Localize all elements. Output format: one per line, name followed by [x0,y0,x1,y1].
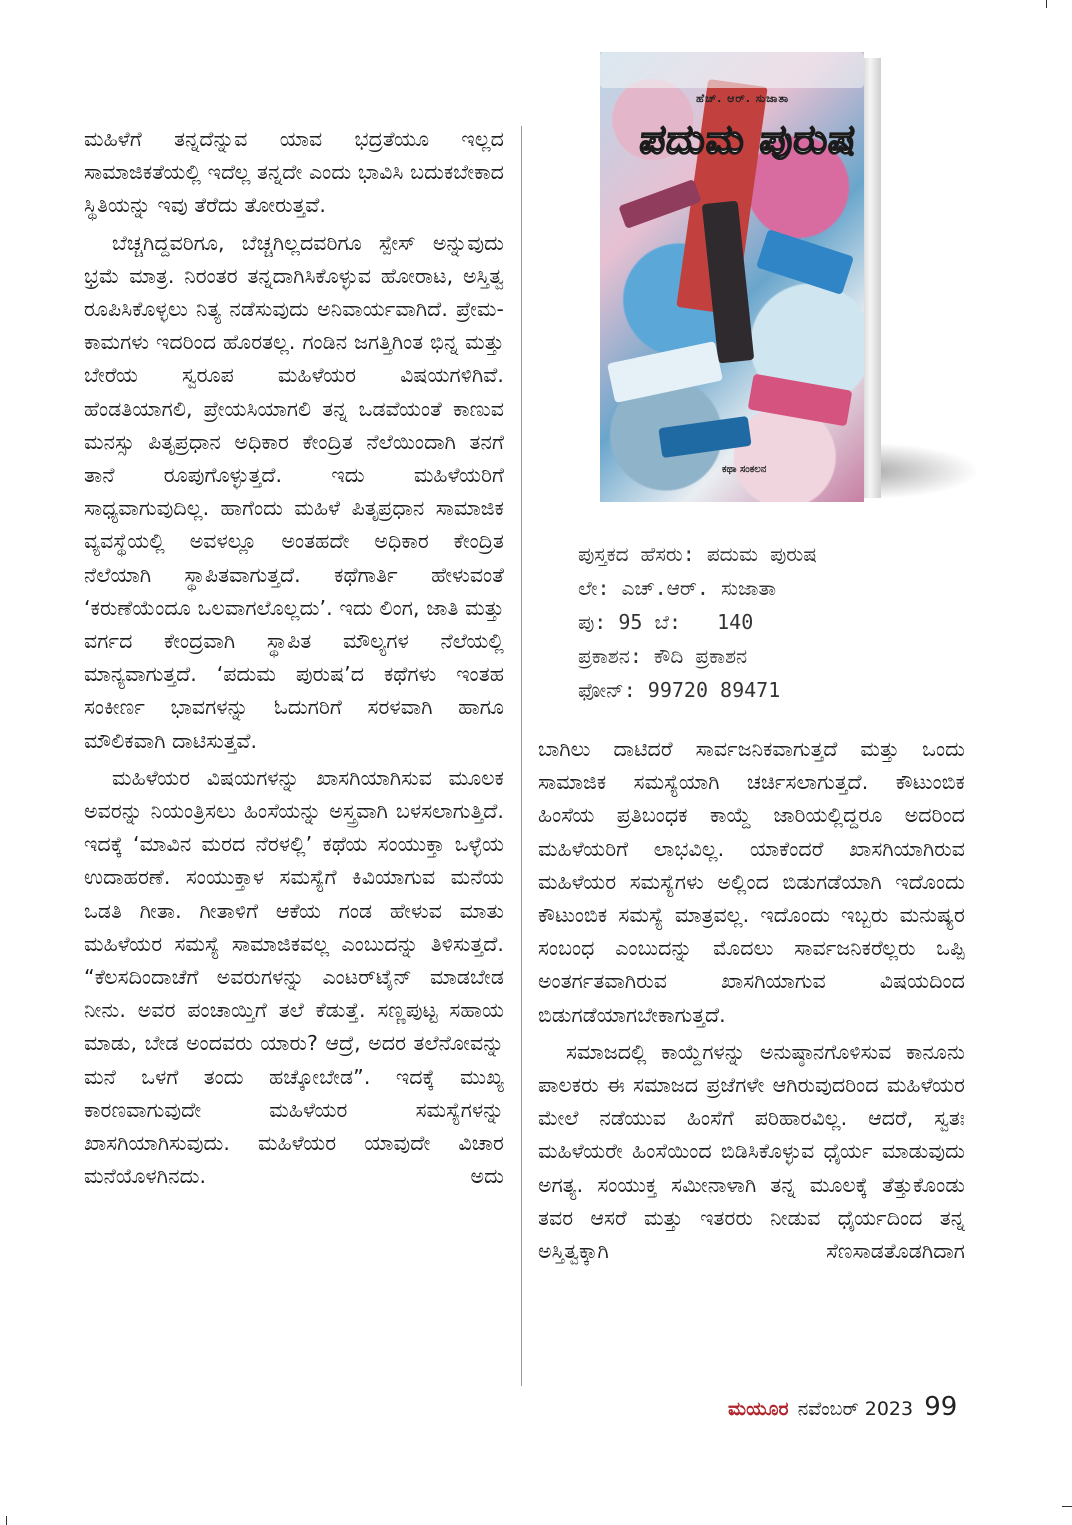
cover-title: ಪದುಮ ಪುರುಷ [637,116,860,163]
issue-date: ನವೆಂಬರ್ 2023 [797,1398,914,1420]
paint-stroke [607,341,723,403]
article-right-column [538,733,965,1268]
book-spine [862,58,881,498]
magazine-logo: ಮಯೂರ [728,1398,789,1420]
caption-title: ಪುಸ್ತಕದ ಹೆಸರು: ಪದುಮ ಪುರುಷ [578,542,817,566]
crop-mark [6,1516,7,1525]
paint-stroke [756,229,854,295]
caption-author: ಲೇ: ಎಚ್.ಆರ್. ಸುಜಾತಾ [578,576,777,600]
cover-subtitle: ಕಥಾ ಸಂಕಲನ [722,464,767,475]
paint-stroke [658,416,751,458]
book-details-caption [578,537,817,707]
paint-stroke [600,52,864,88]
book-cover-image [600,52,980,522]
article-left-column [84,123,504,1194]
paragraph: ಸಮಾಜದಲ್ಲಿ ಕಾಯ್ದೆಗಳನ್ನು ಅನುಷ್ಠಾನಗೊಳಿಸುವ ಕಾನೂನು ಪಾಲಕರು ಈ ಸಮಾಜದ ಪ್ರಜೆಗಳೇ ಆಗಿರುವುದರಿಂದ ಮಹಿಳೆಯರ ಮೇಲೆ ನಡೆಯುವ ಹಿಂಸೆಗೆ ಪರಿಹಾರವಿಲ್ಲ. ಆದರೆ, ಸ್ವತಃ ಮಹಿಳೆಯರೇ ಹಿಂಸೆಯಿಂದ ಬಿಡಿಸಿಕೊಳ್ಳುವ ಧೈರ್ಯ ಮಾಡುವುದು ಅಗತ್ಯ. ಸಂಯುಕ್ತ ಸಮೀನಾಳಾಗಿ ತನ್ನ ಮೂಲಕ್ಕೆ ತೆತ್ತುಕೊಂಡು ತವರ ಆಸರೆ ಮತ್ತು ಇತರರು ನೀಡುವ ಧೈರ್ಯದಿಂದ ತನ್ನ ಅಸ್ತಿತ್ವಕ್ಕಾಗಿ ಸೆಣಸಾಡತೊಡಗಿದಾಗ [538,1039,965,1264]
crop-mark [1062,1506,1072,1507]
caption-phone: ಫೋನ್: 99720 89471 [578,678,781,702]
caption-publisher: ಪ್ರಕಾಶನ: ಕೌದಿ ಪ್ರಕಾಶನ [578,644,748,668]
crop-mark [1046,0,1047,8]
paragraph: ಮಹಿಳೆಗೆ ತನ್ನದೆನ್ನುವ ಯಾವ ಭದ್ರತೆಯೂ ಇಲ್ಲದ ಸಾಮಾಜಿಕತೆಯಲ್ಲಿ ಇದೆಲ್ಲ ತನ್ನದೇ ಎಂದು ಭಾವಿಸಿ ಬದುಕಬೇಕಾದ ಸ್ಥಿತಿಯನ್ನು ಇವು ತೆರೆದು ತೋರುತ್ತವೆ. [84,127,504,218]
paragraph: ಮಹಿಳೆಯರ ವಿಷಯಗಳನ್ನು ಖಾಸಗಿಯಾಗಿಸುವ ಮೂಲಕ ಅವರನ್ನು ನಿಯಂತ್ರಿಸಲು ಹಿಂಸೆಯನ್ನು ಅಸ್ತ್ರವಾಗಿ ಬಳಸಲಾಗುತ್ತಿದೆ. ಇದಕ್ಕೆ ‘ಮಾವಿನ ಮರದ ನೆರಳಲ್ಲಿ’ ಕಥೆಯ ಸಂಯುಕ್ತಾ ಒಳ್ಳೆಯ ಉದಾಹರಣೆ. ಸಂಯುಕ್ತಾಳ ಸಮಸ್ಯೆಗೆ ಕಿವಿಯಾಗುವ ಮನೆಯ ಒಡತಿ ಗೀತಾ. ಗೀತಾಳಿಗೆ ಆಕೆಯ ಗಂಡ ಹೇಳುವ ಮಾತು ಮಹಿಳೆಯರ ಸಮಸ್ಯೆ ಸಾಮಾಜಿಕವಲ್ಲ ಎಂಬುದನ್ನು ತಿಳಿಸುತ್ತದೆ. “ಕೆಲಸದಿಂದಾಚೆಗೆ ಅವರುಗಳನ್ನು ಎಂಟರ್‌ಟೈನ್ ಮಾಡಬೇಡ ನೀನು. ಅವರ ಪಂಚಾಯ್ತಿಗೆ ತಲೆ ಕೆಡುತ್ತೆ. ಸಣ್ಣಪುಟ್ಟ ಸಹಾಯ ಮಾಡು, ಬೇಡ ಅಂದವರು ಯಾರು? ಆದ್ರೆ, ಅದರ ತಲೆನೋವನ್ನು ಮನೆ ಒಳಗೆ ತಂದು ಹಚ್ಕೋಬೇಡ”. ಇದಕ್ಕೆ ಮುಖ್ಯ ಕಾರಣವಾಗುವುದೇ ಮಹಿಳೆಯರ ಸಮಸ್ಯೆಗಳನ್ನು ಖಾಸಗಿಯಾಗಿಸುವುದು. ಮಹಿಳೆಯರ ಯಾವುದೇ ವಿಚಾರ ಮನೆಯೊಳಗಿನದು. ಅದು [84,765,504,1189]
page-footer [728,1392,957,1422]
paint-stroke [748,374,853,427]
paragraph: ಬೆಚ್ಚಗಿದ್ದವರಿಗೂ, ಬೆಚ್ಚಗಿಲ್ಲದವರಿಗೂ ಸ್ಪೇಸ್ ಅನ್ನುವುದು ಭ್ರಮೆ ಮಾತ್ರ. ನಿರಂತರ ತನ್ನದಾಗಿಸಿಕೊಳ್ಳುವ ಹೋರಾಟ, ಅಸ್ತಿತ್ವ ರೂಪಿಸಿಕೊಳ್ಳಲು ನಿತ್ಯ ನಡೆಸುವುದು ಅನಿವಾರ್ಯವಾಗಿದೆ. ಪ್ರೇಮ-ಕಾಮಗಳು ಇದರಿಂದ ಹೊರತಲ್ಲ. ಗಂಡಿನ ಜಗತ್ತಿಗಿಂತ ಭಿನ್ನ ಮತ್ತು ಬೇರೆಯ ಸ್ವರೂಪ ಮಹಿಳೆಯರ ವಿಷಯಗಳಿಗಿವೆ. ಹೆಂಡತಿಯಾಗಲಿ, ಪ್ರೇಯಸಿಯಾಗಲಿ ತನ್ನ ಒಡವೆಯಂತೆ ಕಾಣುವ ಮನಸ್ಸು ಪಿತೃಪ್ರಧಾನ ಅಧಿಕಾರ ಕೇಂದ್ರಿತ ನೆಲೆಯಿಂದಾಗಿ ತನಗೆ ತಾನೆ ರೂಪುಗೊಳ್ಳುತ್ತದೆ. ಇದು ಮಹಿಳೆಯರಿಗೆ ಸಾಧ್ಯವಾಗುವುದಿಲ್ಲ. ಹಾಗೆಂದು ಮಹಿಳೆ ಪಿತೃಪ್ರಧಾನ ಸಾಮಾಜಿಕ ವ್ಯವಸ್ಥೆಯಲ್ಲಿ ಅವಳಲ್ಲೂ ಅಂತಹದೇ ಅಧಿಕಾರ ಕೇಂದ್ರಿತ ನೆಲೆಯಾಗಿ ಸ್ಥಾಪಿತವಾಗುತ್ತದೆ. ಕಥೆಗಾರ್ತಿ ಹೇಳುವಂತೆ ‘ಕರುಣೆಯೆಂದೂ ಒಲವಾಗಲೊಲ್ಲದು’. ಇದು ಲಿಂಗ, ಜಾತಿ ಮತ್ತು ವರ್ಗದ ಕೇಂದ್ರವಾಗಿ ಸ್ಥಾಪಿತ ಮೌಲ್ಯಗಳ ನೆಲೆಯಲ್ಲಿ ಮಾನ್ಯವಾಗುತ್ತದೆ. ‘ಪದುಮ ಪುರುಷ’ದ ಕಥೆಗಳು ಇಂತಹ ಸಂಕೀರ್ಣ ಭಾವಗಳನ್ನು ಓದುಗರಿಗೆ ಸರಳವಾಗಿ ಹಾಗೂ ಮೌಲಿಕವಾಗಿ ದಾಟಿಸುತ್ತವೆ. [84,230,504,753]
book-front-cover [600,52,864,502]
column-divider [521,126,522,1386]
paragraph: ಬಾಗಿಲು ದಾಟಿದರೆ ಸಾರ್ವಜನಿಕವಾಗುತ್ತದೆ ಮತ್ತು ಒಂದು ಸಾಮಾಜಿಕ ಸಮಸ್ಯೆಯಾಗಿ ಚರ್ಚಿಸಲಾಗುತ್ತದೆ. ಕೌಟುಂಬಿಕ ಹಿಂಸೆಯ ಪ್ರತಿಬಂಧಕ ಕಾಯ್ದೆ ಜಾರಿಯಲ್ಲಿದ್ದರೂ ಅದರಿಂದ ಮಹಿಳೆಯರಿಗೆ ಲಾಭವಿಲ್ಲ. ಯಾಕೆಂದರೆ ಖಾಸಗಿಯಾಗಿರುವ ಮಹಿಳೆಯರ ಸಮಸ್ಯೆಗಳು ಅಲ್ಲಿಂದ ಬಿಡುಗಡೆಯಾಗಿ ಇದೊಂದು ಕೌಟುಂಬಿಕ ಸಮಸ್ಯೆ ಮಾತ್ರವಲ್ಲ. ಇದೊಂದು ಇಬ್ಬರು ಮನುಷ್ಯರ ಸಂಬಂಧ ಎಂಬುದನ್ನು ಮೊದಲು ಸಾರ್ವಜನಿಕರೆಲ್ಲರು ಒಪ್ಪಿ ಅಂತರ್ಗತವಾಗಿರುವ ಖಾಸಗಿಯಾಗುವ ವಿಷಯದಿಂದ ಬಿಡುಗಡೆಯಾಗಬೇಕಾಗುತ್ತದೆ. [538,737,965,1027]
page-number: 99 [924,1392,958,1422]
caption-pages-price: ಪು: 95 ಬೆ: 140 [578,610,754,634]
cover-author: ಹೆಚ್. ಆರ್. ಸುಜಾತಾ [696,92,790,105]
